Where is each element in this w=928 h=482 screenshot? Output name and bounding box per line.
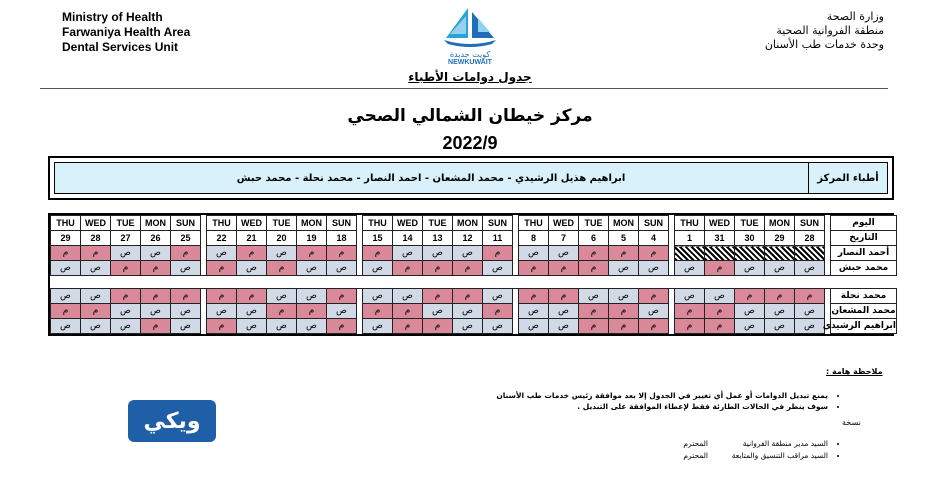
- row-label: التاريخ: [831, 231, 897, 246]
- morning-shift-cell: ص: [453, 319, 483, 334]
- date-cell: 29: [765, 231, 795, 246]
- morning-shift-cell: ص: [393, 246, 423, 261]
- cc-recipient: السيد مدير منطقة الفروانية: [742, 439, 828, 448]
- morning-shift-cell: ص: [393, 289, 423, 304]
- morning-shift-cell: ص: [735, 261, 765, 276]
- morning-shift-cell: ص: [171, 261, 201, 276]
- group-gap: [51, 276, 897, 289]
- morning-shift-cell: ص: [423, 246, 453, 261]
- gap-cell: [51, 276, 897, 289]
- date-cell: 27: [111, 231, 141, 246]
- date-cell: 20: [267, 231, 297, 246]
- morning-shift-cell: ص: [51, 289, 81, 304]
- morning-shift-cell: ص: [675, 289, 705, 304]
- row-label: أحمد النصار: [831, 246, 897, 261]
- cc-list: [600, 438, 840, 462]
- day-cell: WED: [237, 216, 267, 231]
- morning-shift-cell: ص: [609, 289, 639, 304]
- evening-shift-cell: م: [483, 304, 513, 319]
- morning-shift-cell: ص: [297, 261, 327, 276]
- schedule-grid: [50, 215, 897, 334]
- date-cell: 19: [297, 231, 327, 246]
- morning-shift-cell: ص: [795, 261, 825, 276]
- day-cell: SUN: [795, 216, 825, 231]
- doctors-label: أطباء المركز: [808, 163, 887, 193]
- evening-shift-cell: م: [639, 319, 669, 334]
- morning-shift-cell: ص: [363, 261, 393, 276]
- day-cell: MON: [297, 216, 327, 231]
- date-cell: 14: [393, 231, 423, 246]
- evening-shift-cell: م: [579, 304, 609, 319]
- evening-shift-cell: م: [675, 304, 705, 319]
- evening-shift-cell: م: [735, 289, 765, 304]
- morning-shift-cell: ص: [519, 246, 549, 261]
- header-ar-line: منطقة الفروانية الصحية: [776, 24, 884, 37]
- date-cell: 29: [51, 231, 81, 246]
- morning-shift-cell: ص: [549, 304, 579, 319]
- note-item: • يمنع تبديل الدوامات أو عمل أي تغيير في الجدول إلا بعد موافقة رئيس خدمات طب الأسنان: [420, 390, 828, 401]
- evening-shift-cell: م: [237, 289, 267, 304]
- day-cell: MON: [609, 216, 639, 231]
- cc-suffix: المحترم: [683, 439, 708, 448]
- day-cell: TUE: [111, 216, 141, 231]
- morning-shift-cell: ص: [237, 261, 267, 276]
- evening-shift-cell: م: [237, 246, 267, 261]
- holiday-cell: [795, 246, 825, 261]
- date-cell: 15: [363, 231, 393, 246]
- evening-shift-cell: م: [609, 319, 639, 334]
- doctors-inner: [54, 162, 888, 194]
- morning-shift-cell: ص: [453, 246, 483, 261]
- doctor-row: [51, 246, 897, 261]
- morning-shift-cell: ص: [795, 304, 825, 319]
- evening-shift-cell: م: [795, 289, 825, 304]
- evening-shift-cell: م: [519, 261, 549, 276]
- doctors-names: ابراهيم هذيل الرشيدي - محمد المشعان - احمد النصار - محمد نحلة - محمد حبش: [236, 172, 626, 184]
- schedule-month: 2022/9: [442, 133, 498, 153]
- holiday-cell: [705, 246, 735, 261]
- day-cell: WED: [705, 216, 735, 231]
- evening-shift-cell: م: [111, 289, 141, 304]
- doctor-row: [51, 319, 897, 334]
- date-cell: 25: [171, 231, 201, 246]
- day-cell: WED: [549, 216, 579, 231]
- header-divider: [40, 88, 888, 89]
- logo-english-text: NEWKUWAIT: [448, 59, 492, 66]
- evening-shift-cell: م: [423, 289, 453, 304]
- day-cell: THU: [207, 216, 237, 231]
- evening-shift-cell: م: [639, 246, 669, 261]
- header-en-line: Dental Services Unit: [62, 40, 179, 54]
- morning-shift-cell: ص: [237, 304, 267, 319]
- wiki-watermark-logo: [128, 400, 216, 442]
- date-cell: 18: [327, 231, 357, 246]
- evening-shift-cell: م: [111, 261, 141, 276]
- date-cell: 11: [483, 231, 513, 246]
- holiday-cell: [675, 246, 705, 261]
- morning-shift-cell: ص: [81, 289, 111, 304]
- date-cell: 8: [519, 231, 549, 246]
- day-cell: TUE: [267, 216, 297, 231]
- evening-shift-cell: م: [423, 319, 453, 334]
- date-cell: 31: [705, 231, 735, 246]
- morning-shift-cell: ص: [363, 289, 393, 304]
- date-cell: 6: [579, 231, 609, 246]
- evening-shift-cell: م: [207, 261, 237, 276]
- evening-shift-cell: م: [765, 289, 795, 304]
- doctor-row: [51, 261, 897, 276]
- evening-shift-cell: م: [393, 319, 423, 334]
- row-label: محمد نحلة: [831, 289, 897, 304]
- day-cell: SUN: [639, 216, 669, 231]
- note-item: • سوف ينظر في الحالات الطارئة فقط لإعطاء الموافقة على التبديل .: [420, 401, 828, 412]
- evening-shift-cell: م: [267, 304, 297, 319]
- evening-shift-cell: م: [327, 319, 357, 334]
- morning-shift-cell: ص: [141, 246, 171, 261]
- date-cell: 13: [423, 231, 453, 246]
- morning-shift-cell: ص: [363, 319, 393, 334]
- date-cell: 22: [207, 231, 237, 246]
- day-cell: THU: [519, 216, 549, 231]
- schedule-table: [48, 213, 894, 336]
- evening-shift-cell: م: [141, 319, 171, 334]
- morning-shift-cell: ص: [81, 319, 111, 334]
- evening-shift-cell: م: [705, 319, 735, 334]
- evening-shift-cell: م: [207, 319, 237, 334]
- doctor-row: [51, 289, 897, 304]
- date-cell: 5: [609, 231, 639, 246]
- evening-shift-cell: م: [327, 246, 357, 261]
- morning-shift-cell: ص: [549, 246, 579, 261]
- evening-shift-cell: م: [141, 289, 171, 304]
- evening-shift-cell: م: [549, 289, 579, 304]
- evening-shift-cell: م: [453, 261, 483, 276]
- cc-title: نسخة: [842, 418, 861, 427]
- header-ar-line: وزارة الصحة: [826, 10, 884, 23]
- morning-shift-cell: ص: [609, 261, 639, 276]
- morning-shift-cell: ص: [519, 304, 549, 319]
- row-label: ابراهيم الرشيدي: [831, 319, 897, 334]
- document-title: جدول دوامات الأطباء: [408, 70, 532, 84]
- day-cell: SUN: [171, 216, 201, 231]
- day-cell: MON: [141, 216, 171, 231]
- row-label: اليوم: [831, 216, 897, 231]
- morning-shift-cell: ص: [111, 319, 141, 334]
- morning-shift-cell: ص: [639, 261, 669, 276]
- notes-list: [420, 390, 840, 412]
- day-cell: THU: [675, 216, 705, 231]
- morning-shift-cell: ص: [207, 304, 237, 319]
- evening-shift-cell: م: [363, 246, 393, 261]
- evening-shift-cell: م: [483, 246, 513, 261]
- day-cell: TUE: [735, 216, 765, 231]
- morning-shift-cell: ص: [765, 304, 795, 319]
- morning-shift-cell: ص: [51, 319, 81, 334]
- day-cell: WED: [393, 216, 423, 231]
- header-en-line: Farwaniya Health Area: [62, 25, 191, 39]
- day-cell: THU: [363, 216, 393, 231]
- date-cell: 4: [639, 231, 669, 246]
- evening-shift-cell: م: [267, 261, 297, 276]
- day-cell: THU: [51, 216, 81, 231]
- morning-shift-cell: ص: [483, 261, 513, 276]
- morning-shift-cell: ص: [765, 261, 795, 276]
- cc-recipient: السيد مراقب التنسيق والمتابعة: [731, 451, 828, 460]
- evening-shift-cell: م: [579, 246, 609, 261]
- morning-shift-cell: ص: [423, 304, 453, 319]
- evening-shift-cell: م: [579, 319, 609, 334]
- morning-shift-cell: ص: [267, 289, 297, 304]
- evening-shift-cell: م: [423, 261, 453, 276]
- day-cell: SUN: [483, 216, 513, 231]
- day-cell: WED: [81, 216, 111, 231]
- morning-shift-cell: ص: [237, 319, 267, 334]
- holiday-cell: [735, 246, 765, 261]
- date-cell: 12: [453, 231, 483, 246]
- evening-shift-cell: م: [609, 246, 639, 261]
- date-cell: 7: [549, 231, 579, 246]
- evening-shift-cell: م: [171, 289, 201, 304]
- morning-shift-cell: ص: [111, 246, 141, 261]
- morning-shift-cell: ص: [171, 319, 201, 334]
- evening-shift-cell: م: [297, 304, 327, 319]
- evening-shift-cell: م: [639, 289, 669, 304]
- evening-shift-cell: م: [579, 261, 609, 276]
- morning-shift-cell: ص: [51, 261, 81, 276]
- evening-shift-cell: م: [171, 246, 201, 261]
- morning-shift-cell: ص: [141, 304, 171, 319]
- row-label: محمد المشعان: [831, 304, 897, 319]
- day-cell: MON: [765, 216, 795, 231]
- morning-shift-cell: ص: [171, 304, 201, 319]
- header-english: [62, 10, 190, 55]
- brand-text: ويكي: [143, 408, 201, 434]
- morning-shift-cell: ص: [735, 319, 765, 334]
- morning-shift-cell: ص: [675, 261, 705, 276]
- row-label: محمد حبش: [831, 261, 897, 276]
- morning-shift-cell: ص: [81, 261, 111, 276]
- evening-shift-cell: م: [141, 261, 171, 276]
- date-cell: 28: [81, 231, 111, 246]
- evening-shift-cell: م: [519, 289, 549, 304]
- holiday-cell: [765, 246, 795, 261]
- date-cell: 1: [675, 231, 705, 246]
- notes-title: ملاحظة هامة :: [826, 367, 883, 376]
- header-arabic: [765, 10, 884, 52]
- date-cell: 26: [141, 231, 171, 246]
- center-name: مركز خيطان الشمالي الصحي: [347, 106, 593, 126]
- dhow-icon: [438, 4, 502, 46]
- morning-shift-cell: ص: [327, 304, 357, 319]
- evening-shift-cell: م: [675, 319, 705, 334]
- morning-shift-cell: ص: [579, 289, 609, 304]
- doctors-box: [48, 156, 894, 200]
- day-cell: MON: [453, 216, 483, 231]
- morning-shift-cell: ص: [483, 319, 513, 334]
- morning-shift-cell: ص: [795, 319, 825, 334]
- day-cell: TUE: [579, 216, 609, 231]
- evening-shift-cell: م: [327, 289, 357, 304]
- morning-shift-cell: ص: [765, 319, 795, 334]
- evening-shift-cell: م: [51, 304, 81, 319]
- morning-shift-cell: ص: [267, 319, 297, 334]
- evening-shift-cell: م: [549, 261, 579, 276]
- morning-shift-cell: ص: [453, 304, 483, 319]
- evening-shift-cell: م: [705, 261, 735, 276]
- logo-arabic-text: كويت جديدة: [449, 50, 491, 59]
- day-cell: SUN: [327, 216, 357, 231]
- morning-shift-cell: ص: [519, 319, 549, 334]
- evening-shift-cell: م: [81, 304, 111, 319]
- morning-shift-cell: ص: [327, 261, 357, 276]
- cc-item: [600, 450, 828, 462]
- new-kuwait-logo: [438, 4, 502, 64]
- evening-shift-cell: م: [363, 304, 393, 319]
- morning-shift-cell: ص: [639, 304, 669, 319]
- cc-item: [600, 438, 828, 450]
- evening-shift-cell: م: [297, 246, 327, 261]
- morning-shift-cell: ص: [111, 304, 141, 319]
- morning-shift-cell: ص: [705, 289, 735, 304]
- evening-shift-cell: م: [453, 289, 483, 304]
- morning-shift-cell: ص: [735, 304, 765, 319]
- doctor-row: [51, 304, 897, 319]
- morning-shift-cell: ص: [267, 246, 297, 261]
- date-cell: 28: [795, 231, 825, 246]
- header-ar-line: وحدة خدمات طب الأسنان: [764, 38, 884, 51]
- morning-shift-cell: ص: [207, 246, 237, 261]
- evening-shift-cell: م: [393, 261, 423, 276]
- evening-shift-cell: م: [393, 304, 423, 319]
- cc-suffix: المحترم: [683, 451, 708, 460]
- morning-shift-cell: ص: [297, 289, 327, 304]
- evening-shift-cell: م: [705, 304, 735, 319]
- evening-shift-cell: م: [51, 246, 81, 261]
- morning-shift-cell: ص: [297, 319, 327, 334]
- day-cell: TUE: [423, 216, 453, 231]
- header-en-line: Ministry of Health: [62, 10, 163, 24]
- date-cell: 21: [237, 231, 267, 246]
- day-row: [51, 216, 897, 231]
- evening-shift-cell: م: [207, 289, 237, 304]
- date-cell: 30: [735, 231, 765, 246]
- date-row: [51, 231, 897, 246]
- evening-shift-cell: م: [609, 304, 639, 319]
- morning-shift-cell: ص: [483, 289, 513, 304]
- evening-shift-cell: م: [81, 246, 111, 261]
- morning-shift-cell: ص: [549, 319, 579, 334]
